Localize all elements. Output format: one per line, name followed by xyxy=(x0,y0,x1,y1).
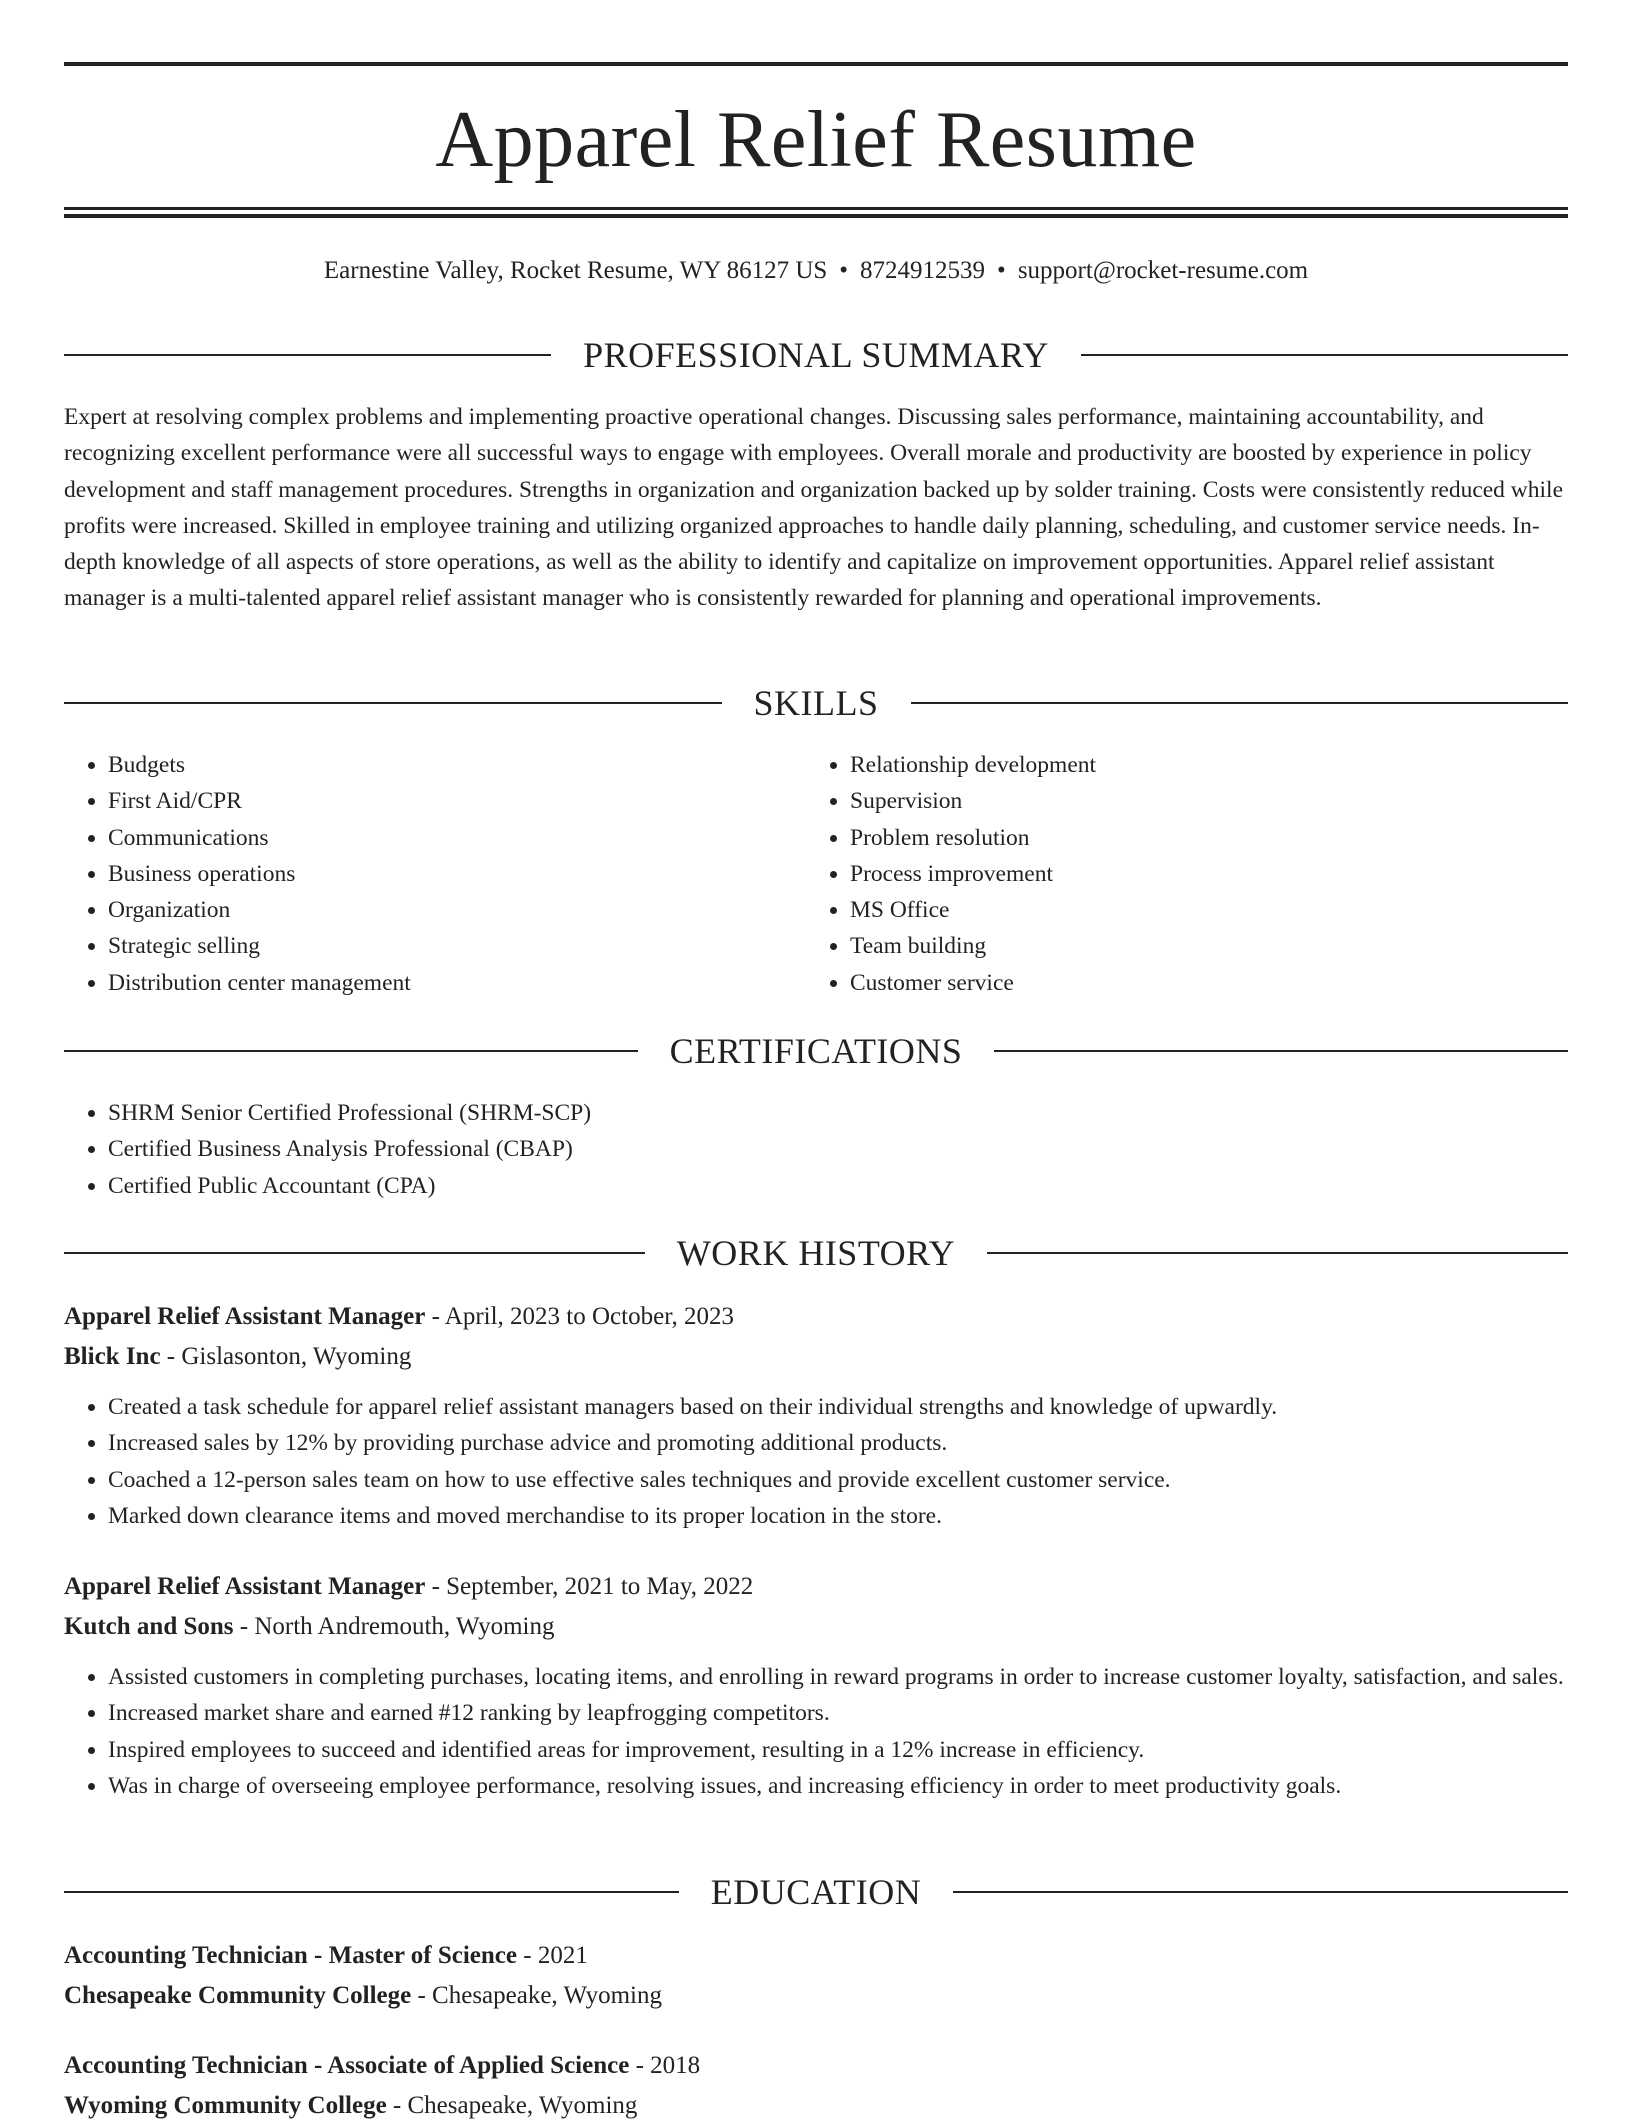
school-name: Wyoming Community College xyxy=(64,2092,387,2119)
degree-line: Accounting Technician - Associate of Applied Science - 2018 xyxy=(64,2052,701,2079)
school-line: Wyoming Community College - Chesapeake, Wyoming xyxy=(64,2092,638,2119)
job-company: Kutch and Sons xyxy=(64,1613,234,1640)
section-title: WORK HISTORY xyxy=(676,1233,956,1273)
skill-item: • Customer service xyxy=(850,965,1548,1001)
job-bullet: • Coached a 12-person sales team on how to use effective sales techniques and provide excellent customer service. xyxy=(108,1462,1568,1498)
skill-item: • Strategic selling xyxy=(108,928,806,964)
section-heading-work-history xyxy=(64,1231,1568,1275)
skill-item: • Problem resolution xyxy=(850,820,1548,856)
contact-line xyxy=(64,254,1568,288)
education-entry xyxy=(64,2046,1568,2126)
skill-item: • Process improvement xyxy=(850,856,1548,892)
section-heading-skills xyxy=(64,681,1568,725)
section-title: SKILLS xyxy=(753,683,879,723)
skills-column-left xyxy=(64,747,806,1001)
section-title: PROFESSIONAL SUMMARY xyxy=(583,335,1049,375)
section-heading-certifications xyxy=(64,1029,1568,1073)
contact-address: Earnestine Valley, Rocket Resume, WY 86127 US xyxy=(323,257,828,284)
job-title-line: Apparel Relief Assistant Manager - April, 2023 to October, 2023 xyxy=(64,1303,735,1330)
section-heading-education xyxy=(64,1870,1568,1914)
certification-item: • Certified Business Analysis Professional (CBAP) xyxy=(108,1131,1568,1167)
skill-item: • Organization xyxy=(108,892,806,928)
job-dates: September, 2021 to May, 2022 xyxy=(446,1573,754,1600)
degree: Accounting Technician - Master of Science xyxy=(64,1942,517,1969)
certification-item: • SHRM Senior Certified Professional (SHRM-SCP) xyxy=(108,1095,1568,1131)
job-bullets xyxy=(64,1659,1568,1804)
certifications-list xyxy=(64,1095,1568,1204)
job-bullet: • Increased market share and earned #12 ranking by leapfrogging competitors. xyxy=(108,1695,1568,1731)
job-bullet: • Increased sales by 12% by providing purchase advice and promoting additional products. xyxy=(108,1425,1568,1461)
job-bullet: • Created a task schedule for apparel relief assistant managers based on their individual strengths and knowledge of upwardly. xyxy=(108,1389,1568,1425)
skills-list xyxy=(64,747,1568,1001)
school-name: Chesapeake Community College xyxy=(64,1982,412,2009)
contact-separator: • xyxy=(839,257,849,284)
contact-phone: 8724912539 xyxy=(860,257,986,284)
skill-item: • Team building xyxy=(850,928,1548,964)
job-title: Apparel Relief Assistant Manager xyxy=(64,1573,426,1600)
skills-column-right xyxy=(806,747,1548,1001)
contact-separator: • xyxy=(997,257,1006,284)
contact-email: support@rocket-resume.com xyxy=(1017,257,1309,284)
job-title: Apparel Relief Assistant Manager xyxy=(64,1303,426,1330)
summary-paragraph: Expert at resolving complex problems and implementing proactive operational changes. Discussing sales performance, maintaining accountability, and recognizing excellent performance were all successful ways to engage with employees. Overall morale and productivity are boosted by experience in policy development and staff management procedures. Strengths in organization and organization backed up by solder training. Costs were consistently reduced while profits were increased. Skilled in employee training and utilizing organized approaches to handle daily planning, scheduling, and customer service needs. In-depth knowledge of all aspects of store operations, as well as the ability to identify and capitalize on improvement opportunities. Apparel relief assistant manager is a multi-talented apparel relief assistant manager who is consistently rewarded for planning and operational improvements. xyxy=(64,404,1564,612)
job-dates: April, 2023 to October, 2023 xyxy=(444,1303,735,1330)
job-entry xyxy=(64,1567,1568,1804)
job-location: North Andremouth, Wyoming xyxy=(254,1613,555,1640)
job-bullet: • Assisted customers in completing purchases, locating items, and enrolling in reward programs in order to increase customer loyalty, satisfaction, and sales. xyxy=(108,1659,1568,1695)
school-location: Chesapeake, Wyoming xyxy=(407,2092,638,2119)
job-bullet: • Was in charge of overseeing employee performance, resolving issues, and increasing efficiency in order to meet productivity goals. xyxy=(108,1768,1568,1804)
skill-item: • Business operations xyxy=(108,856,806,892)
school-location: Chesapeake, Wyoming xyxy=(432,1982,662,2009)
top-rule xyxy=(64,62,1568,66)
job-bullets xyxy=(64,1389,1568,1534)
skill-item: • Distribution center management xyxy=(108,965,806,1001)
skill-item: • Relationship development xyxy=(850,747,1548,783)
section-title: EDUCATION xyxy=(710,1872,922,1912)
job-bullet: • Marked down clearance items and moved merchandise to its proper location in the store. xyxy=(108,1498,1568,1534)
job-company: Blick Inc xyxy=(64,1343,161,1370)
school-line: Chesapeake Community College - Chesapeake, Wyoming xyxy=(64,1982,662,2009)
degree: Accounting Technician - Associate of Applied Science xyxy=(64,2052,630,2079)
degree-line: Accounting Technician - Master of Science - 2021 xyxy=(64,1942,588,1969)
graduation-year: 2018 xyxy=(650,2052,701,2079)
education-entry xyxy=(64,1936,1568,2016)
job-company-line: Blick Inc - Gislasonton, Wyoming xyxy=(64,1343,412,1370)
job-company-line: Kutch and Sons - North Andremouth, Wyoming xyxy=(64,1613,555,1640)
skill-item: • Supervision xyxy=(850,783,1548,819)
graduation-year: 2021 xyxy=(537,1942,588,1969)
section-title: CERTIFICATIONS xyxy=(669,1031,963,1071)
job-entry xyxy=(64,1297,1568,1534)
certification-item: • Certified Public Accountant (CPA) xyxy=(108,1168,1568,1204)
resume-title: Apparel Relief Resume xyxy=(435,96,1197,184)
job-title-line: Apparel Relief Assistant Manager - September, 2021 to May, 2022 xyxy=(64,1573,754,1600)
job-bullet: • Inspired employees to succeed and identified areas for improvement, resulting in a 12% increase in efficiency. xyxy=(108,1732,1568,1768)
skill-item: • Communications xyxy=(108,820,806,856)
skill-item: • MS Office xyxy=(850,892,1548,928)
skill-item: • Budgets xyxy=(108,747,806,783)
job-location: Gislasonton, Wyoming xyxy=(181,1343,412,1370)
skill-item: • First Aid/CPR xyxy=(108,783,806,819)
section-heading-summary xyxy=(64,333,1568,377)
title-double-rule xyxy=(64,207,1568,219)
